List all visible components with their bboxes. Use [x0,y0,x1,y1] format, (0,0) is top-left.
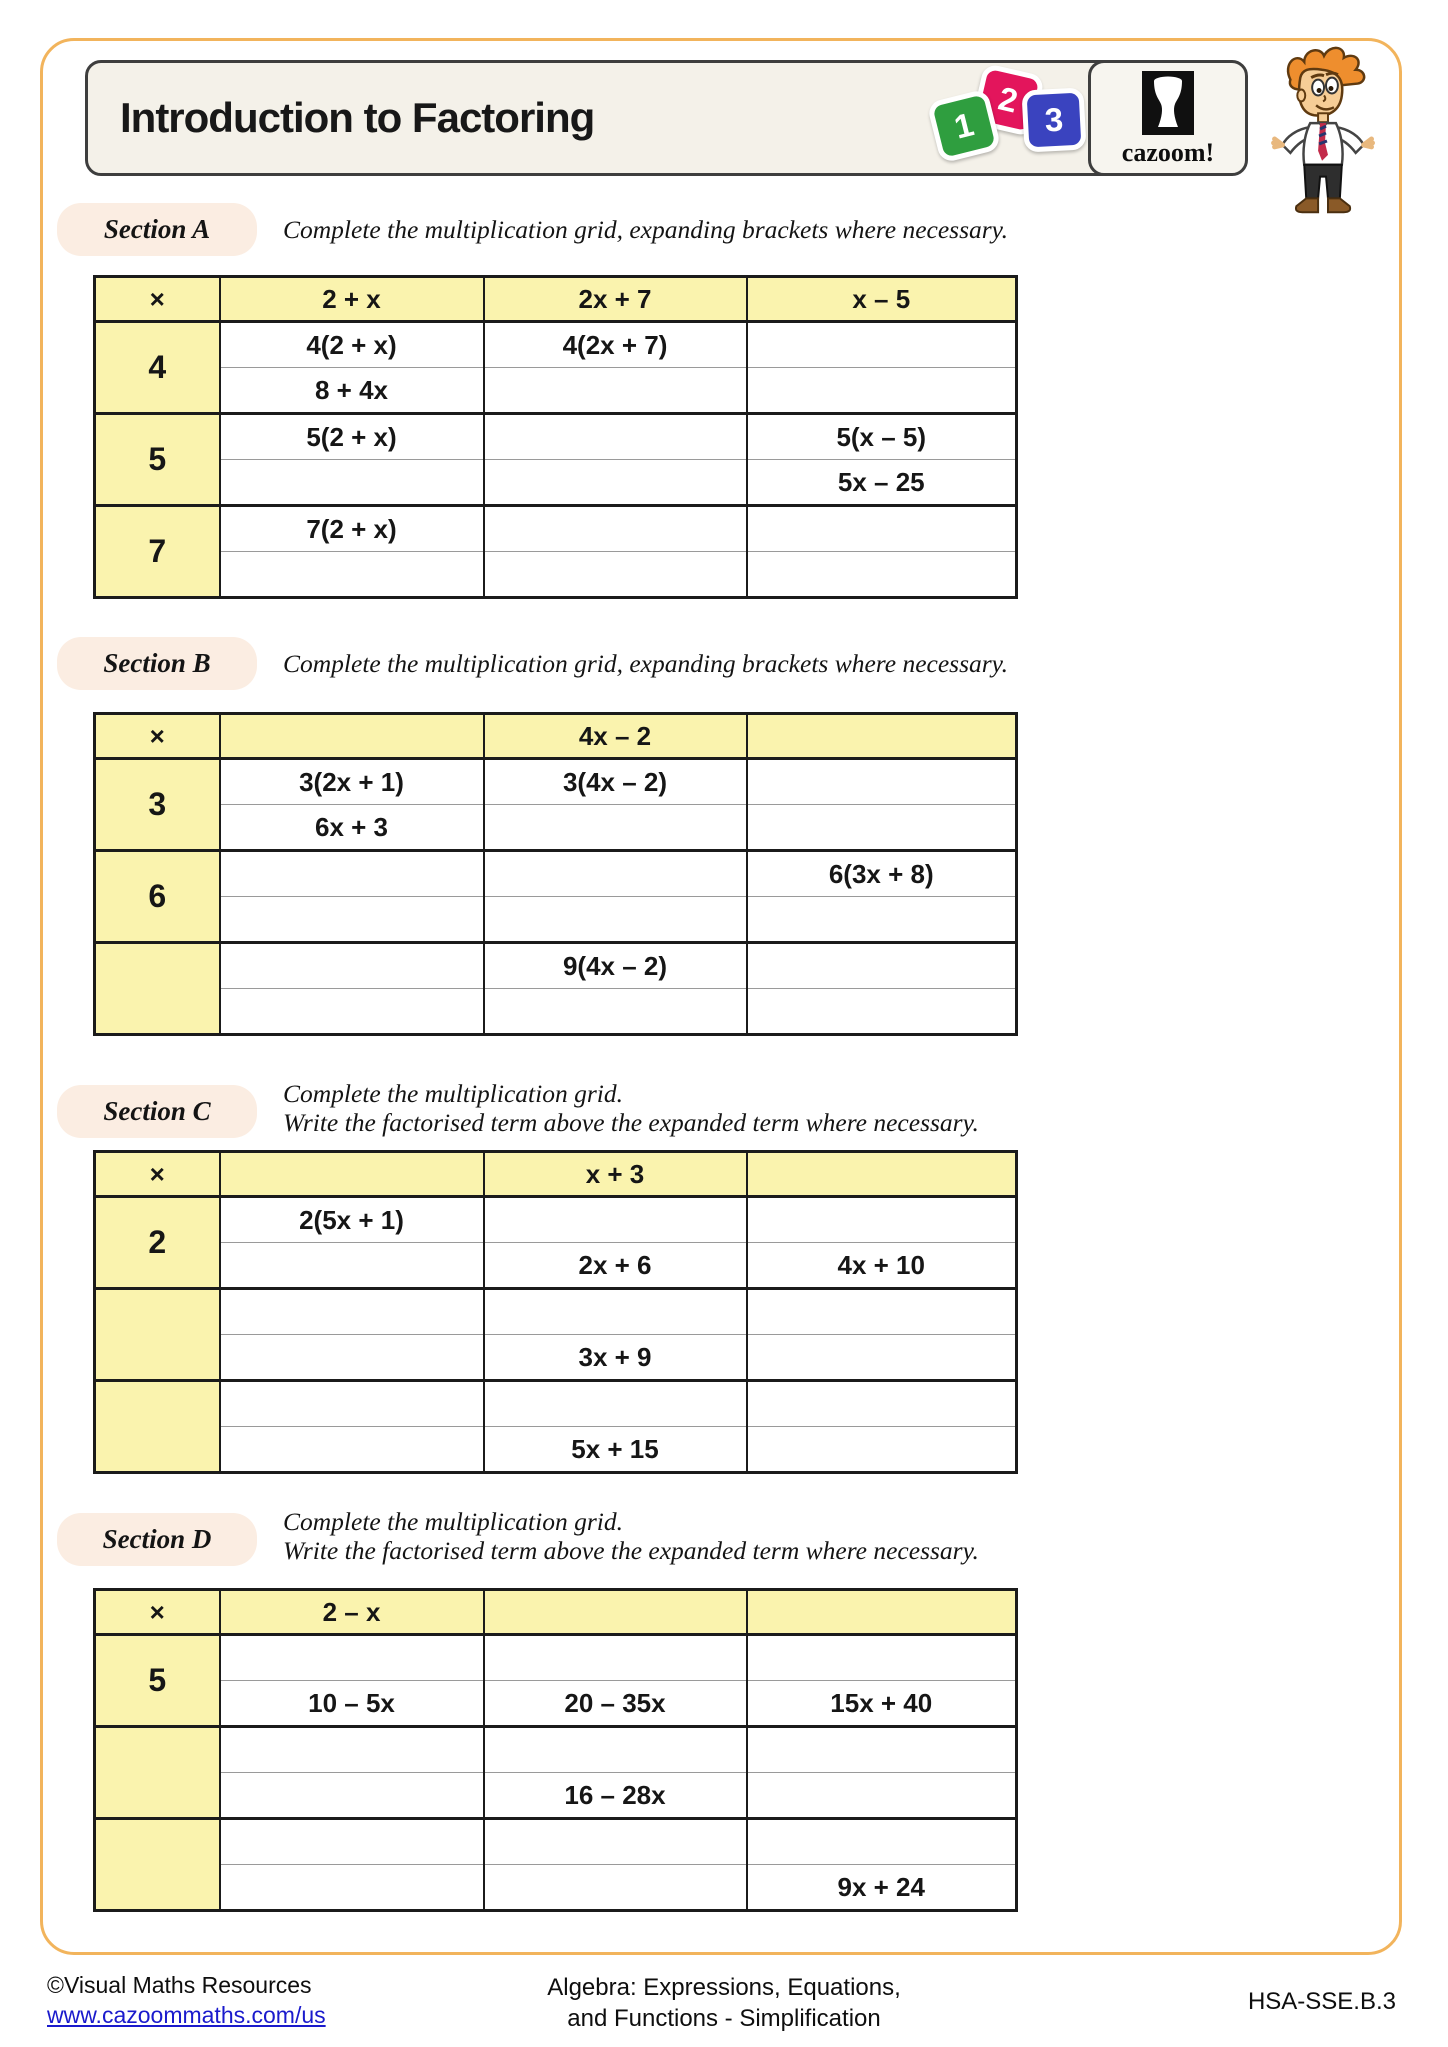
section-label: Section D [57,1513,257,1566]
grid-cell-factored [484,851,747,897]
badge-2-icon: 2 [971,63,1045,137]
grid-cell-factored: 3(4x – 2) [484,759,747,805]
column-header [747,714,1017,759]
row-label [95,1381,220,1473]
grid-cell-factored [220,1819,484,1865]
row-label [95,943,220,1035]
grid-cell-factored: 4(2 + x) [220,322,484,368]
multiplication-grid [93,1588,1018,1912]
section-label: Section B [57,637,257,690]
instruction-line: Complete the multiplication grid, expanding brackets where necessary. [283,649,1008,678]
row-label [95,1727,220,1819]
grid-cell-factored: 7(2 + x) [220,506,484,552]
column-header [220,1152,484,1197]
row-label: 7 [95,506,220,598]
grid-cell-expanded [747,1427,1017,1473]
section-instructions [283,1507,979,1565]
section-label: Section C [57,1085,257,1138]
grid-cell-expanded: 6x + 3 [220,805,484,851]
grid-cell-expanded [220,460,484,506]
grid-cell-factored [484,1197,747,1243]
grid-cell-expanded: 4x + 10 [747,1243,1017,1289]
grid-cell-factored: 9(4x – 2) [484,943,747,989]
grid-cell-expanded [747,897,1017,943]
topic-line-2: and Functions - Simplification [567,2005,881,2032]
column-header: 2 – x [220,1590,484,1635]
row-label [95,1289,220,1381]
multiply-symbol-header: × [95,1152,220,1197]
instruction-line: Write the factorised term above the expanded term where necessary. [283,1536,979,1565]
topic-line-1: Algebra: Expressions, Equations, [547,1974,901,2001]
badge-1-icon: 1 [926,88,1001,163]
grid-cell-factored [484,1381,747,1427]
column-header: x – 5 [747,277,1017,322]
grid-cell-factored [220,1727,484,1773]
grid-cell-factored [220,1381,484,1427]
column-header [220,714,484,759]
cazoom-drum-icon [1142,71,1194,135]
section-instructions [283,637,1008,690]
grid-cell-factored [747,1197,1017,1243]
badge-3-icon: 3 [1021,87,1086,152]
cazoom-logo [1088,60,1248,176]
grid-cell-factored [747,1289,1017,1335]
grid-cell-expanded [220,552,484,598]
grid-cell-factored [484,1727,747,1773]
column-header: 2 + x [220,277,484,322]
grid-cell-expanded [747,989,1017,1035]
grid-cell-expanded: 8 + 4x [220,368,484,414]
column-header: 4x – 2 [484,714,747,759]
grid-cell-expanded [747,552,1017,598]
section-instructions [283,1079,979,1137]
multiplication-grid [93,1150,1018,1474]
grid-cell-factored [484,506,747,552]
grid-cell-expanded: 10 – 5x [220,1681,484,1727]
website-link[interactable]: www.cazoommaths.com/us [47,2002,326,2028]
standard-code: HSA-SSE.B.3 [1247,1988,1396,2015]
grid-cell-factored: 5(x – 5) [747,414,1017,460]
grid-cell-factored [220,943,484,989]
grid-cell-expanded [484,460,747,506]
grid-cell-factored [484,1289,747,1335]
instruction-line: Complete the multiplication grid, expanding brackets where necessary. [283,215,1008,244]
grid-cell-expanded: 9x + 24 [747,1865,1017,1911]
multiply-symbol-header: × [95,277,220,322]
column-header [747,1152,1017,1197]
page-title: Introduction to Factoring [120,94,595,141]
grid-cell-expanded [484,805,747,851]
grid-cell-factored [747,506,1017,552]
grid-cell-factored [220,851,484,897]
grid-cell-expanded [484,989,747,1035]
grid-cell-factored [747,943,1017,989]
grid-cell-factored: 3(2x + 1) [220,759,484,805]
grid-cell-expanded [484,897,747,943]
row-label: 2 [95,1197,220,1289]
row-label: 3 [95,759,220,851]
grid-cell-expanded: 20 – 35x [484,1681,747,1727]
grid-cell-expanded [220,1335,484,1381]
column-header: 2x + 7 [484,277,747,322]
grid-cell-factored [220,1289,484,1335]
grid-cell-expanded [220,1427,484,1473]
section-instructions [283,203,1008,256]
row-label: 4 [95,322,220,414]
grid-cell-expanded [747,1335,1017,1381]
grid-cell-expanded: 5x – 25 [747,460,1017,506]
row-label [95,1819,220,1911]
grid-cell-factored: 2(5x + 1) [220,1197,484,1243]
copyright-text: ©Visual Maths Resources [47,1972,312,1998]
multiply-symbol-header: × [95,714,220,759]
instruction-line: Complete the multiplication grid. [283,1079,623,1108]
grid-cell-factored [747,1727,1017,1773]
instruction-line: Complete the multiplication grid. [283,1507,623,1536]
grid-cell-factored [747,1819,1017,1865]
grid-cell-factored: 4(2x + 7) [484,322,747,368]
grid-cell-factored: 6(3x + 8) [747,851,1017,897]
instruction-line: Write the factorised term above the expanded term where necessary. [283,1108,979,1137]
section-label: Section A [57,203,257,256]
grid-cell-expanded: 15x + 40 [747,1681,1017,1727]
grid-cell-factored [484,414,747,460]
grid-cell-expanded [484,1865,747,1911]
multiply-symbol-header: × [95,1590,220,1635]
grid-cell-expanded [220,1243,484,1289]
grid-cell-factored [747,322,1017,368]
grid-cell-expanded [220,897,484,943]
brand-name: cazoom! [1121,138,1215,167]
grid-cell-expanded [747,1773,1017,1819]
row-label: 5 [95,414,220,506]
column-header [747,1590,1017,1635]
grid-cell-expanded: 2x + 6 [484,1243,747,1289]
row-label: 5 [95,1635,220,1727]
grid-cell-expanded [220,989,484,1035]
grid-cell-expanded: 3x + 9 [484,1335,747,1381]
grid-cell-expanded: 16 – 28x [484,1773,747,1819]
column-header: x + 3 [484,1152,747,1197]
grid-cell-expanded [484,368,747,414]
multiplication-grid [93,275,1018,599]
grid-cell-factored [484,1635,747,1681]
grid-cell-factored [747,1635,1017,1681]
row-label: 6 [95,851,220,943]
grid-cell-expanded [220,1773,484,1819]
multiplication-grid [93,712,1018,1036]
mascot-character [1252,44,1402,232]
grid-cell-expanded [484,552,747,598]
grid-cell-expanded [220,1865,484,1911]
grid-cell-expanded: 5x + 15 [484,1427,747,1473]
grid-cell-expanded [747,368,1017,414]
header [85,60,1245,176]
grid-cell-factored [220,1635,484,1681]
grid-cell-factored: 5(2 + x) [220,414,484,460]
cartoon-man-icon [1252,44,1402,232]
column-header [484,1590,747,1635]
footer-topic [0,1972,1448,2034]
grid-cell-expanded [747,805,1017,851]
grid-cell-factored [747,759,1017,805]
grid-cell-factored [484,1819,747,1865]
grid-cell-factored [747,1381,1017,1427]
